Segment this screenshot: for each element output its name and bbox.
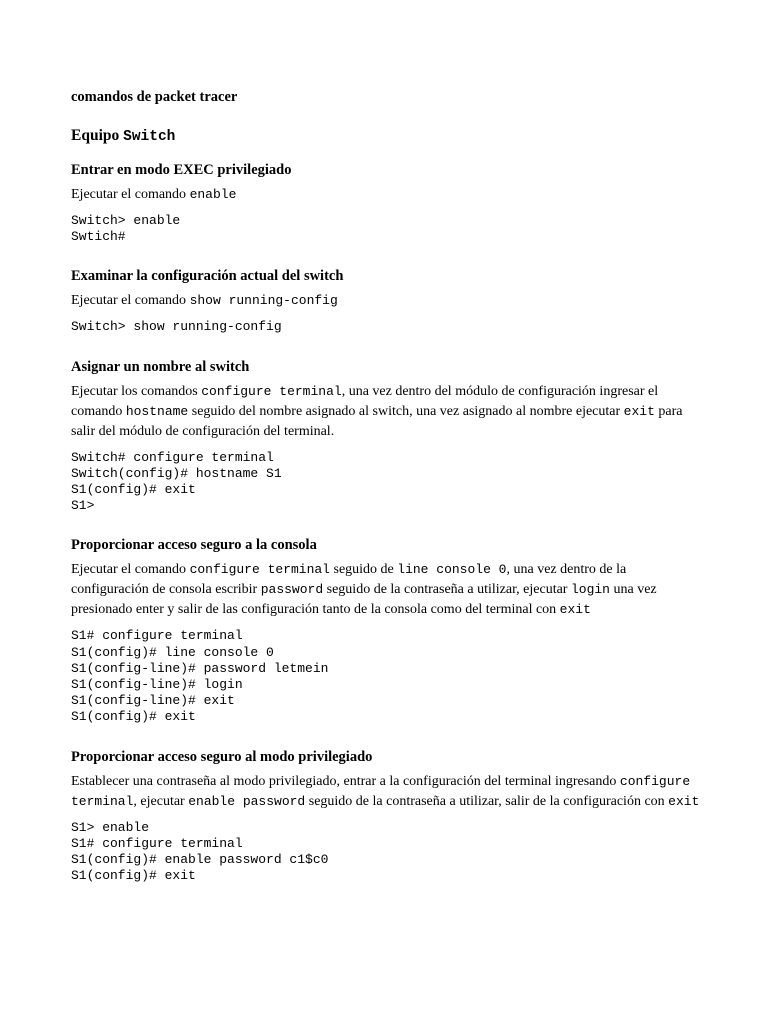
section-description bbox=[71, 772, 701, 812]
inline-command: show running-config bbox=[189, 293, 338, 309]
description-text: Ejecutar el comando bbox=[71, 293, 190, 309]
section bbox=[71, 358, 701, 515]
section-heading: Examinar la configuración actual del switch bbox=[71, 268, 344, 285]
inline-command: login bbox=[570, 582, 610, 598]
command-line: S1(config)# enable password c1$c0 bbox=[71, 852, 329, 868]
inline-command: configure terminal bbox=[201, 383, 342, 399]
description-text: seguido de la contraseña a utilizar, salir de la configuración con bbox=[305, 793, 669, 809]
description-text: seguido de bbox=[330, 562, 398, 578]
command-block bbox=[71, 319, 701, 335]
inline-command: hostname bbox=[125, 403, 189, 419]
command-line: Switch# configure terminal bbox=[71, 449, 274, 465]
command-line: S1(config)# exit bbox=[71, 709, 196, 725]
command-block bbox=[71, 450, 701, 515]
section-description bbox=[71, 291, 701, 311]
command-line: Switch> enable bbox=[71, 213, 181, 228]
section-description bbox=[71, 560, 701, 620]
command-block bbox=[71, 820, 701, 885]
section bbox=[71, 161, 701, 245]
command-line: S1# configure terminal bbox=[71, 835, 243, 851]
command-line: Swtich# bbox=[71, 229, 126, 245]
description-text: , una vez dentro de la configuración de consola escribir bbox=[71, 562, 627, 598]
inline-command: configure terminal bbox=[189, 562, 330, 578]
command-line: Switch> show running-config bbox=[71, 319, 282, 335]
description-text: seguido de la contraseña a utilizar, ejecutar bbox=[323, 582, 571, 598]
inline-command: exit bbox=[623, 403, 655, 419]
inline-command: configure terminal bbox=[71, 773, 691, 809]
description-text: , una vez dentro del módulo de configuración ingresar el comando bbox=[71, 383, 659, 419]
document-title: comandos de packet tracer bbox=[71, 89, 238, 105]
section bbox=[71, 536, 701, 725]
inline-command: line console 0 bbox=[397, 562, 507, 578]
section bbox=[71, 748, 701, 885]
inline-command: enable bbox=[189, 187, 237, 202]
inline-command: enable password bbox=[188, 793, 306, 809]
description-text: Ejecutar el comando bbox=[71, 562, 190, 578]
command-block bbox=[71, 213, 701, 245]
description-text: para salir del módulo de configuración del terminal. bbox=[71, 403, 683, 439]
description-text: seguido del nombre asignado al switch, una vez asignado al nombre ejecutar bbox=[188, 403, 624, 419]
command-line: S1(config-line)# exit bbox=[71, 693, 235, 709]
description-text: , ejecutar bbox=[133, 793, 189, 809]
command-line: S1> enable bbox=[71, 819, 150, 835]
sections-container bbox=[71, 161, 701, 884]
section-heading: Asignar un nombre al switch bbox=[71, 358, 250, 375]
command-line: S1(config)# exit bbox=[71, 868, 196, 884]
command-line: S1(config)# line console 0 bbox=[71, 644, 274, 660]
description-text: Establecer una contraseña al modo privilegiado, entrar a la configuración del terminal ingresando bbox=[71, 773, 620, 789]
section-description bbox=[71, 382, 701, 442]
device-name: Switch bbox=[123, 129, 176, 145]
section-heading: Proporcionar acceso seguro al modo privilegiado bbox=[71, 748, 373, 765]
inline-command: password bbox=[260, 582, 324, 598]
section-heading: Proporcionar acceso seguro a la consola bbox=[71, 537, 317, 554]
command-line: S1(config-line)# login bbox=[71, 677, 243, 693]
description-text: una vez presionado enter y salir de las configuración tanto de la consola como del terminal con bbox=[71, 582, 657, 618]
command-line: Switch(config)# hostname S1 bbox=[71, 465, 282, 481]
command-line: S1(config-line)# password letmein bbox=[71, 660, 329, 676]
device-heading-label: Equipo bbox=[71, 127, 120, 144]
inline-command: exit bbox=[559, 602, 591, 618]
section bbox=[71, 267, 701, 335]
command-line: S1# configure terminal bbox=[71, 628, 243, 644]
section-heading: Entrar en modo EXEC privilegiado bbox=[71, 162, 292, 178]
command-line: S1> bbox=[71, 498, 95, 514]
description-text: Ejecutar los comandos bbox=[71, 383, 202, 399]
document-page bbox=[71, 88, 701, 884]
command-block bbox=[71, 628, 701, 725]
command-line: S1(config)# exit bbox=[71, 482, 196, 498]
inline-command: exit bbox=[668, 793, 700, 809]
description-text: Ejecutar el comando bbox=[71, 187, 190, 202]
section-description bbox=[71, 185, 701, 205]
device-heading bbox=[71, 126, 701, 147]
